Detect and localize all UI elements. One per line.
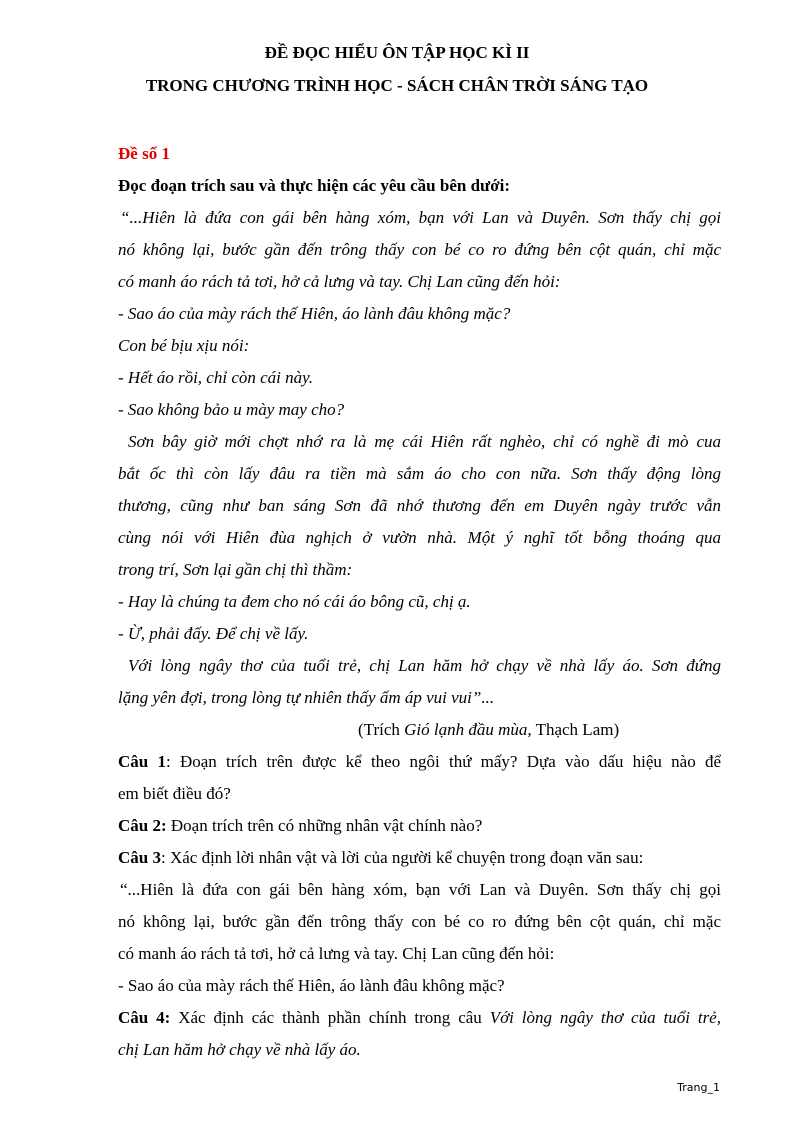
- quote-line: có manh áo rách tả tơi, hở cả lưng và tay. Chị Lan cũng đến hỏi:: [118, 944, 555, 963]
- question-3: [118, 842, 721, 874]
- passage-line: - Ừ, phải đấy. Để chị về lấy.: [118, 624, 309, 643]
- quote-line: nó không lại, bước gần đến trông thấy con bé co ro đứng bên cột quán, chỉ mặc: [118, 912, 721, 931]
- passage-line: “...Hiên là đứa con gái bên hàng xóm, bạn với Lan và Duyên. Sơn thấy chị gọi: [120, 208, 721, 227]
- passage-line: - Sao không bảo u mày may cho?: [118, 400, 345, 419]
- question-1-continued: em biết điều đó?: [118, 784, 231, 803]
- instruction: Đọc đoạn trích sau và thực hiện các yêu cầu bên dưới:: [118, 176, 511, 195]
- document-body: [118, 138, 721, 1066]
- question-3-label: Câu 3: [118, 848, 161, 867]
- question-1-label: Câu 1: [118, 752, 166, 771]
- passage-line: Với lòng ngây thơ của tuổi trẻ, chị Lan hăm hở chạy về nhà lấy áo. Sơn đứng: [128, 656, 721, 675]
- citation-work: Gió lạnh đầu mùa,: [404, 720, 532, 739]
- passage-line: nó không lại, bước gần đến trông thấy con bé co ro đứng bên cột quán, chỉ mặc: [118, 240, 721, 259]
- quote-line: “...Hiên là đứa con gái bên hàng xóm, bạn với Lan và Duyên. Sơn thấy chị gọi: [120, 880, 721, 899]
- passage-line: thương, cũng như ban sáng Sơn đã nhớ thương đến em Duyên ngày trước vẫn: [118, 496, 721, 515]
- question-4-sentence: Với lòng ngây thơ của tuổi trẻ,: [489, 1008, 721, 1027]
- passage-line: - Hay là chúng ta đem cho nó cái áo bông cũ, chị ạ.: [118, 592, 471, 611]
- citation-suffix: Thạch Lam): [531, 720, 620, 739]
- document-title-line1: ĐỀ ĐỌC HIỂU ÔN TẬP HỌC KÌ II: [264, 43, 530, 62]
- passage-line: - Sao áo của mày rách thế Hiên, áo lành đâu không mặc?: [118, 304, 511, 323]
- passage-line: cùng nói với Hiên đùa nghịch ở vườn nhà. Một ý nghĩ tốt bỗng thoáng qua: [118, 528, 721, 547]
- question-2: [118, 810, 721, 842]
- page-number: Trang_1: [677, 1081, 720, 1094]
- passage-line: có manh áo rách tả tơi, hở cả lưng và tay. Chị Lan cũng đến hỏi:: [118, 272, 561, 291]
- question-1-text: : Đoạn trích trên được kể theo ngôi thứ mấy? Dựa vào dấu hiệu nào để: [166, 752, 722, 771]
- passage-line: Con bé bịu xịu nói:: [118, 336, 250, 355]
- passage-line: bắt ốc thì còn lấy đâu ra tiền mà sắm áo cho con nữa. Sơn thấy động lòng: [118, 464, 721, 483]
- passage-line: Sơn bây giờ mới chợt nhớ ra là mẹ cái Hiên rất nghèo, chỉ có nghề đi mò cua: [128, 432, 721, 451]
- question-2-label: Câu 2:: [118, 816, 167, 835]
- passage-line: trong trí, Sơn lại gần chị thì thầm:: [118, 560, 353, 579]
- quote-line: - Sao áo của mày rách thế Hiên, áo lành đâu không mặc?: [118, 976, 505, 995]
- reading-passage: [118, 202, 721, 714]
- question-4-text: Xác định các thành phần chính trong câu: [170, 1008, 490, 1027]
- passage-line: - Hết áo rồi, chỉ còn cái này.: [118, 368, 313, 387]
- question-4-label: Câu 4:: [118, 1008, 171, 1027]
- question-3-text: : Xác định lời nhân vật và lời của người kể chuyện trong đoạn văn sau:: [160, 848, 644, 867]
- question-4-sentence-continued: chị Lan hăm hở chạy về nhà lấy áo.: [118, 1040, 361, 1059]
- question-1: [118, 746, 721, 778]
- exam-label: Đề số 1: [118, 144, 170, 163]
- passage-line: lặng yên đợi, trong lòng tự nhiên thấy ấm áp vui vui”...: [118, 688, 495, 707]
- citation: [118, 714, 721, 746]
- document-title-line2: TRONG CHƯƠNG TRÌNH HỌC - SÁCH CHÂN TRỜI SÁNG TẠO: [145, 76, 649, 95]
- question-2-text: Đoạn trích trên có những nhân vật chính nào?: [166, 816, 483, 835]
- question-4: [118, 1002, 721, 1034]
- citation-prefix: (Trích: [358, 720, 405, 739]
- question-3-quote: [118, 874, 721, 1002]
